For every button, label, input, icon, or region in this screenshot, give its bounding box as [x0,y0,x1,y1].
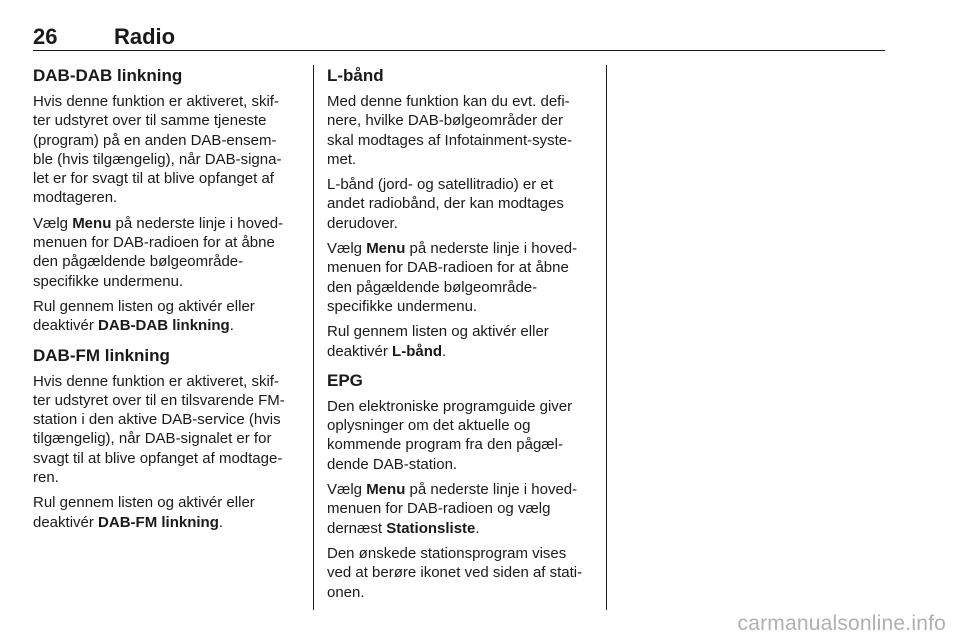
paragraph-dab-dab-description: Hvis denne funktion er aktiveret, skif- ter udstyret over til samme tjeneste (program) på en anden DAB-ensem- ble (hvis tilgængelig), når DAB-signa- let er for svagt til at blive opfanget af modtageren. [33,93,282,207]
page-number: 26 [33,24,58,49]
l-band-term: L-bånd [392,342,443,360]
header-rule [33,50,885,51]
column-divider-2 [606,65,607,610]
paragraph-epg-menu: Vælg Menu på nederste linje i hoved- menuen for DAB-radioen og vælg dernæst Stationsliste. [327,481,578,537]
paragraph-dab-fm-toggle: Rul gennem listen og aktivér eller deaktivér DAB-FM linkning. [33,494,255,531]
paragraph-epg-description: Den elektroniske programguide giver oplysninger om det aktuelle og kommende program fra den pågæl- dende DAB-station. [327,397,573,473]
dab-fm-term: DAB-FM linkning [98,513,219,531]
paragraph-l-band-description: Med denne funktion kan du evt. defi- nere, hvilke DAB-bølgeområder der skal modtages af Infotainment-syste- met. [327,93,573,168]
heading-l-band: L-bånd [327,66,384,85]
heading-dab-dab-linkning: DAB-DAB linkning [33,66,183,85]
left-column [33,66,303,538]
paragraph-epg-station: Den ønskede stationsprogram vises ved at berøre ikonet ved siden af stati- onen. [327,544,583,601]
menu-term: Menu [366,240,406,258]
heading-dab-fm-linkning: DAB-FM linkning [33,345,170,365]
page-header [33,24,885,50]
paragraph-l-band-info: L-bånd (jord- og satellitradio) er et andet radiobånd, der kan modtages derudover. [327,176,564,232]
menu-term: Menu [366,481,406,499]
heading-epg: EPG [327,370,363,390]
watermark: carmanualsonline.info [737,612,946,635]
paragraph-l-band-toggle: Rul gennem listen og aktivér eller deaktivér L-bånd. [327,323,549,360]
dab-dab-term: DAB-DAB linkning [98,317,230,335]
paragraph-dab-fm-description: Hvis denne funktion er aktiveret, skif- ter udstyret over til en tilsvarende FM- station i den aktive DAB-service (hvis tilgængelig), når DAB-signalet er for svagt til at blive opfanget af modtage- ren. [33,372,285,487]
column-divider-1 [313,65,314,610]
menu-term: Menu [72,214,112,232]
running-title: Radio [114,24,176,49]
paragraph-l-band-menu: Vælg Menu på nederste linje i hoved- menuen for DAB-radioen for at åbne den pågældende bølgeområde- specifikke undermenu. [327,240,578,315]
stationsliste-term: Stationsliste [386,519,476,537]
paragraph-dab-dab-menu: Vælg Menu på nederste linje i hoved- menuen for DAB-radioen for at åbne den pågældende bølgeområde- specifikke undermenu. [33,214,284,290]
paragraph-dab-dab-toggle: Rul gennem listen og aktivér eller deaktivér DAB-DAB linkning. [33,297,255,335]
middle-column [327,66,595,608]
